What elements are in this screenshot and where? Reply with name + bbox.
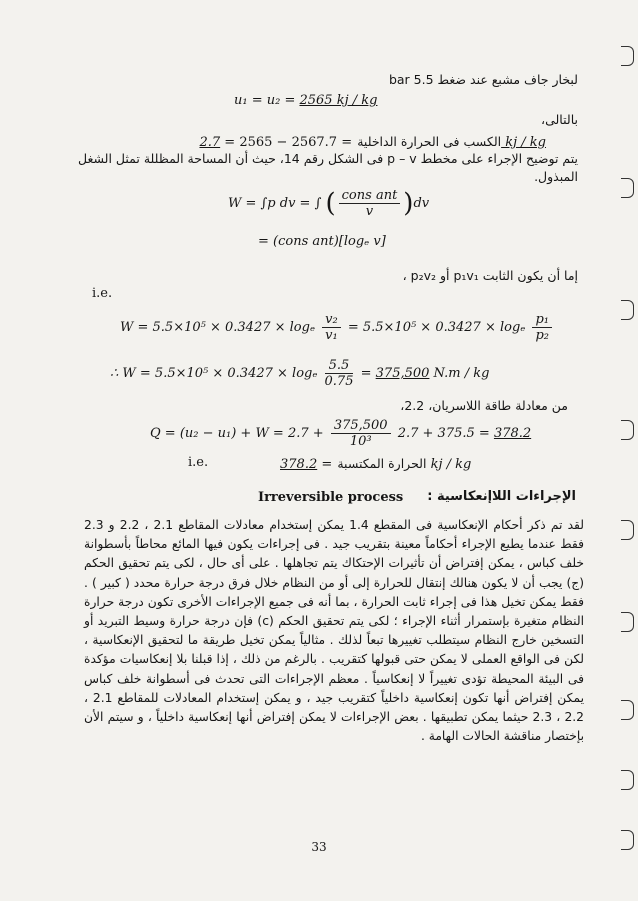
equation-energy-gain: الكسب فى الحرارة الداخلية = 2567.7 − 2565 = 2.7 kj / kg — [199, 134, 546, 150]
equation-work-integral: W = ∫p dv = ∫ ( $\frac{\text{cons ant}}{v}$ )dv — [228, 188, 430, 219]
therefore-line: بالتالى، — [541, 112, 578, 127]
binder-ring — [621, 700, 634, 720]
equation-work-result: ∴ W = 5.5×10⁵ × 0.3427 × logₑ $\frac{5.5}{0.75}$ = 375,500 N.m / kg — [110, 358, 490, 389]
equation-heat-transfer: Q = (u₂ − u₁) + W = 2.7 + $\frac{375,500}{\text{10³}}$ 2.7 + 375.5 = 378.2 — [150, 418, 532, 449]
binder-ring — [621, 770, 634, 790]
ie-label: i.e. — [92, 286, 113, 301]
section-heading-english: Irreversible process — [258, 490, 404, 505]
constant-line: إما أن يكون الثابت p₁v₁ أو p₂v₂ ، — [402, 268, 578, 283]
binder-ring — [621, 46, 634, 66]
binder-ring — [621, 612, 634, 632]
binder-ring — [621, 300, 634, 320]
steam-condition-line: لبخار جاف مشبع عند ضغط 5.5 bar — [388, 72, 578, 87]
section-heading-arabic: الإجراءات اللاإنعكاسية : — [427, 489, 576, 504]
equation-work-substituted: W = 5.5×10⁵ × 0.3427 × logₑ $\frac{\text{v₂}}{\text{v₁}}$ = 5.5×10⁵ × 0.3427 × logₑ $\frac{\text{p₁}}{\text{p₂}}$ — [120, 312, 555, 343]
ie-label: i.e. — [188, 455, 209, 470]
page-number: 33 — [311, 840, 327, 854]
equation-heat-gained: الحرارة المكتسبة = 378.2 kj / kg — [280, 456, 472, 472]
pv-diagram-paragraph: يتم توضيح الإجراء على مخطط p – v فى الشكل رقم 14، حيث أن المساحة المظللة تمثل الشغل المبذول. — [78, 151, 578, 184]
binder-ring — [621, 178, 634, 198]
irreversible-process-paragraph: لقد تم ذكر أحكام الإنعكاسية فى المقطع 1.4 يمكن إستخدام معادلات المقاطع 2.1 ، 2.2 و 2.3 فقط عندما يطيع الإجراء أحكاماً معينة بتقريب جيد . فى إجراءات يكون فيها المائع محاطاً بأسطوانة خلف كباس ، يمكن إفتراض أن تأثيرات الإحتكاك يتم تجاهلها . على أى حال ، لكى يتم تحقيق الحكم (ج) يجب أن لا يكون هنالك إنتقال للحرارة إلى أو من النظام خلال فرق درجة حرارة محدد ( كبير ) . فقط يمكن تخيل هذا فى إجراء ثابت الحرارة ، بما أنه فى جميع الإجراءات الأخرى تكون درجة حرارة النظام متغيرة بإستمرار أثناء الإجراء ؛ لكى يتم تحقيق الحكم (c) فإن درجة حرارة وسيط التبريد أو التسخين خارج النظام سيتطلب تغييرها تبعاً لذلك . مثالياً يمكن تخيل طريقة ما لتحقيق الإنعكاسية ، لكن فى الواقع العملى لا يمكن حتى قبولها كتقريب . بالرغم من ذلك ، إذا قبلنا بلا إنعكاسيات مؤكدة فى البيئة المحيطة تؤدى تغييراً لا إنعكاسياً . معظم الإجراءات التى تحدث فى أسطوانة خلف كباس يمكن إفتراض أنها تكون إنعكاسية داخلياً كتقريب جيد ، و يمكن إستخدام المعادلات للمقاطع 2.1 ، 2.2 ، 2.3 حيثما يمكن تطبيقها . بعض الإجراءات لا يمكن إفتراض أنها إنعكاسية داخلياً ، و سيتم الأن بإختصار مناقشة الحالات الهامة . — [84, 518, 585, 744]
equation-work-log: = (cons ant)[logₑ v] — [258, 234, 386, 249]
binder-ring — [621, 420, 634, 440]
equation-internal-energy: u₁ = u₂ = 2565 kj / kg — [234, 93, 378, 108]
energy-equation-line: من معادلة طاقة اللاسريان، 2.2، — [400, 398, 568, 413]
binder-ring — [621, 520, 634, 540]
